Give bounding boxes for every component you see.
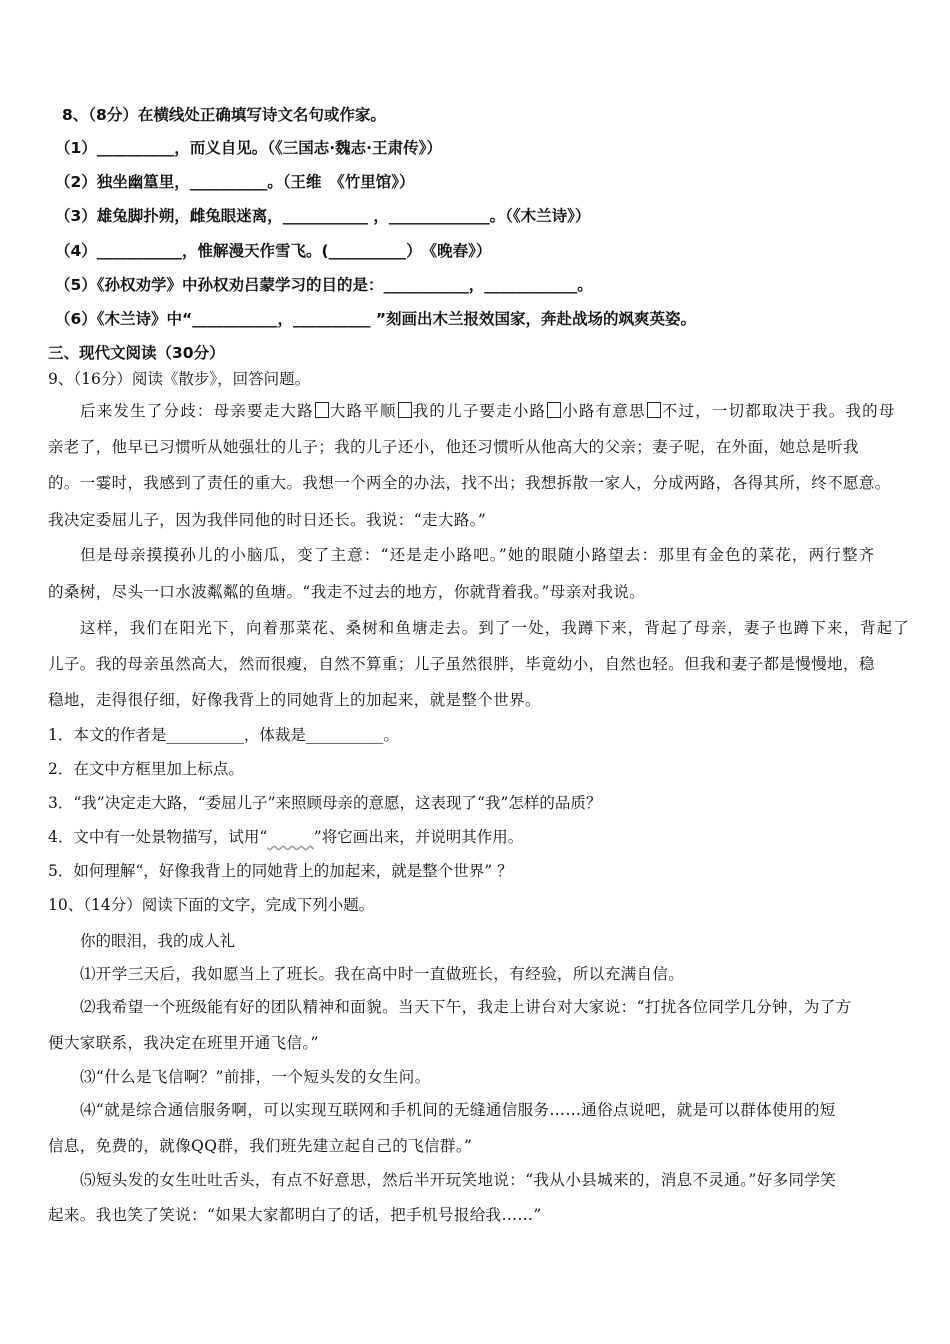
q10-s1: ⑴开学三天后，我如愿当上了班长。我在高中时一直做班长，有经验，所以充满自信。 <box>80 965 685 983</box>
q9-p1-line3: 的。一霎时，我感到了责任的重大。我想一个两全的办法，找不出；我想拆散一家人，分成两路，各得其所，终不愿意。 <box>48 474 891 492</box>
q9-p1-seg-e: 不过，一切都取决于我。我的母 <box>661 402 896 420</box>
punctuation-box-3[interactable] <box>547 402 561 418</box>
q8-title: 8、（8分）在横线处正确填写诗文名句或作家。 <box>62 106 386 124</box>
q9-p1-line2: 亲老了，他早已习惯听从她强壮的儿子；我的儿子还小，他还习惯听从他高大的父亲；妻子呢，在外面，她总是听我 <box>48 438 859 456</box>
q10-s5-line1: ⑸短头发的女生吐吐舌头，有点不好意思，然后半开玩笑地说：“我从小县城来的，消息不灵通。”好多同学笑 <box>80 1171 837 1189</box>
q9-question-4-end: ”将它画出来，并说明其作用。 <box>313 828 524 846</box>
q9-question-4-start: 4．文中有一处景物描写，试用“ <box>48 828 268 846</box>
q9-p3-line3: 稳地，走得很仔细，好像我背上的同她背上的加起来，就是整个世界。 <box>48 691 541 709</box>
q10-s2-line2: 便大家联系，我决定在班里开通飞信。” <box>48 1034 319 1052</box>
q10-s4-line1: ⑷“就是综合通信服务啊，可以实现互联网和手机间的无缝通信服务……通俗点说吧，就是可以群体使用的短 <box>80 1101 836 1119</box>
q10-s4-line2: 信息，免费的，就像QQ群，我们班先建立起自己的飞信群。” <box>48 1137 473 1155</box>
q9-question-2: 2．在文中方框里加上标点。 <box>48 760 244 778</box>
q9-p2-line2: 的桑树，尽头一口水波粼粼的鱼塘。“我走不过去的地方，你就背着我。”母亲对我说。 <box>48 583 646 601</box>
q9-p1-seg-c: 我的儿子要走小路 <box>412 402 547 420</box>
q10-s2-line1: ⑵我希望一个班级能有好的团队精神和面貌。当天下午，我走上讲台对大家说：“打扰各位同学几分钟，为了方 <box>80 998 852 1016</box>
q9-p1-seg-a: 后来发生了分歧：母亲要走大路 <box>80 402 314 420</box>
q9-question-5: 5．如何理解“，好像我背上的同她背上的加起来，就是整个世界” ？ <box>48 862 513 880</box>
q10-s5-line2: 起来。我也笑了笑说：“如果大家都明白了的话，把手机号报给我……” <box>48 1206 542 1224</box>
q8-item-1: （1）__________，而义自见。（《三国志·魏志·王肃传》） <box>55 139 442 157</box>
q9-p1-line1 <box>80 399 896 421</box>
q9-p1-seg-d: 小路有意思 <box>562 402 646 420</box>
q9-p1-line4: 我决定委屈儿子，因为我伴同他的时日还长。我说：“走大路。” <box>48 511 487 529</box>
q9-p3-line2: 儿子。我的母亲虽然高大，然而很瘦，自然不算重；儿子虽然很胖，毕竟幼小，自然也轻。但我和妻子都是慢慢地，稳 <box>48 655 875 673</box>
q9-p2-line1: 但是母亲摸摸孙儿的小脑瓜，变了主意：“还是走小路吧。”她的眼随小路望去：那里有金色的菜花，两行整齐 <box>80 546 876 564</box>
q10-title: 10、（14分）阅读下面的文字，完成下列小题。 <box>48 896 375 914</box>
q10-story-title: 你的眼泪，我的成人礼 <box>80 932 236 950</box>
q8-item-4: （4）___________，惟解漫天作雪飞。(__________） 《晚春》） <box>55 242 492 260</box>
q9-question-1: 1．本文的作者是__________，体裁是__________。 <box>48 726 399 744</box>
q9-p1-seg-b: 大路平顺 <box>329 402 397 420</box>
q8-item-6: （6）《木兰诗》中“___________，__________ ”刻画出木兰报效国家，奔赴战场的飒爽英姿。 <box>55 310 697 328</box>
q9-question-3: 3．“我”决定走大路，“委屈儿子”来照顾母亲的意愿，这表现了“我”怎样的品质？ <box>48 794 602 812</box>
punctuation-box-4[interactable] <box>647 402 661 418</box>
punctuation-box-1[interactable] <box>315 402 329 418</box>
wavy-line-mark: ______ <box>267 828 314 846</box>
q9-title: 9、（16分）阅读《散步》，回答问题。 <box>48 370 311 388</box>
q8-item-5: （5）《孙权劝学》中孙权劝吕蒙学习的目的是：___________，____________。 <box>55 276 593 294</box>
section-3-title: 三、现代文阅读（30分） <box>48 344 225 362</box>
q9-question-4 <box>48 825 523 847</box>
q8-item-2: （2）独坐幽篁里，__________。（王维 《竹里馆》） <box>55 173 415 191</box>
q9-p3-line1: 这样，我们在阳光下，向着那菜花、桑树和鱼塘走去。到了一处，我蹲下来，背起了母亲，妻子也蹲下来，背起了 <box>80 619 911 637</box>
q10-s3: ⑶“什么是飞信啊？”前排，一个短头发的女生问。 <box>80 1068 431 1086</box>
q8-item-3: （3）雄兔脚扑朔，雌兔眼迷离，___________ ，_____________。（《木兰诗》） <box>55 207 591 225</box>
punctuation-box-2[interactable] <box>398 402 412 418</box>
